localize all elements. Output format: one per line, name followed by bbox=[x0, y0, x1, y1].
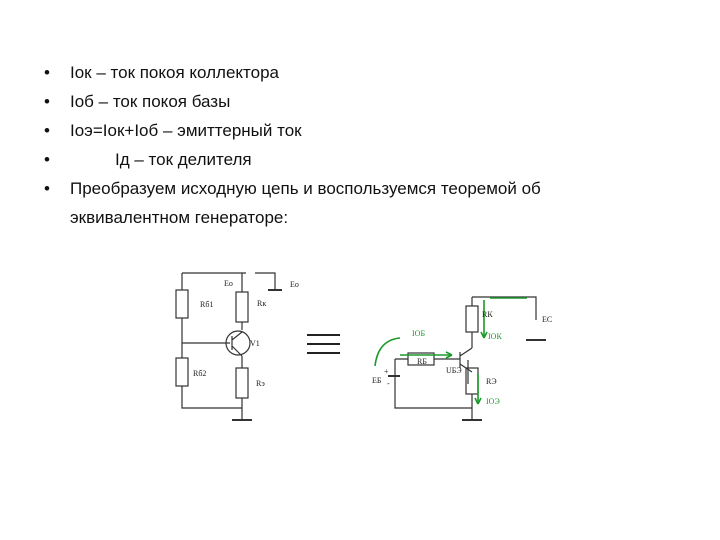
label-v1: V1 bbox=[250, 339, 260, 348]
resistor-rb2 bbox=[176, 358, 188, 386]
bullet-text: Преобразуем исходную цепь и воспользуемся теоремой об bbox=[70, 179, 541, 198]
label-rb1: Rб1 bbox=[200, 300, 214, 309]
resistor-re bbox=[236, 368, 248, 398]
right-emitter-wire bbox=[468, 360, 472, 420]
label-ioe: IОЭ bbox=[486, 397, 500, 406]
bullet-text: Iоб – ток покоя базы bbox=[70, 92, 231, 111]
label-ube: UБЭ bbox=[446, 366, 462, 375]
label-ec: EС bbox=[542, 315, 553, 324]
transistor-v1-leads bbox=[232, 332, 242, 356]
label-iob: IОБ bbox=[412, 329, 426, 338]
label-minus: - bbox=[387, 379, 390, 388]
label-rk: Rк bbox=[257, 299, 267, 308]
bullet-dot: • bbox=[44, 179, 50, 198]
bullet-dot: • bbox=[44, 63, 50, 82]
arrow-eb bbox=[375, 338, 400, 366]
right-circuit bbox=[388, 297, 546, 420]
bullet-dot: • bbox=[44, 150, 50, 169]
left-divider-wire bbox=[182, 273, 242, 408]
equals-sign bbox=[307, 335, 340, 353]
label-plus: + bbox=[384, 367, 389, 376]
resistor-rk bbox=[236, 292, 248, 322]
bullet-dot: • bbox=[44, 92, 50, 111]
label-rb-right: RБ bbox=[417, 357, 427, 366]
label-re-right: RЭ bbox=[486, 377, 497, 386]
bullet-text-continued: эквивалентном генераторе: bbox=[70, 208, 289, 227]
label-eo2: Eо bbox=[290, 280, 299, 289]
label-eb: EБ bbox=[372, 376, 382, 385]
resistor-rb1 bbox=[176, 290, 188, 318]
left-eo2-wire bbox=[255, 273, 275, 290]
label-ok: IОК bbox=[488, 332, 502, 341]
label-re: Rэ bbox=[256, 379, 265, 388]
label-rb2: Rб2 bbox=[193, 369, 207, 378]
resistor-rk-right bbox=[466, 306, 478, 332]
bullet-text: Iоэ=Iок+Iоб – эмиттерный ток bbox=[70, 121, 302, 140]
left-circuit bbox=[176, 273, 282, 420]
bullet-dot: • bbox=[44, 121, 50, 140]
bullet-text: Iок – ток покоя коллектора bbox=[70, 63, 279, 82]
bullet-text: Iд – ток делителя bbox=[115, 150, 252, 169]
label-rk-right: RК bbox=[482, 310, 493, 319]
current-arrows bbox=[375, 298, 527, 404]
label-eo: Eо bbox=[224, 279, 233, 288]
